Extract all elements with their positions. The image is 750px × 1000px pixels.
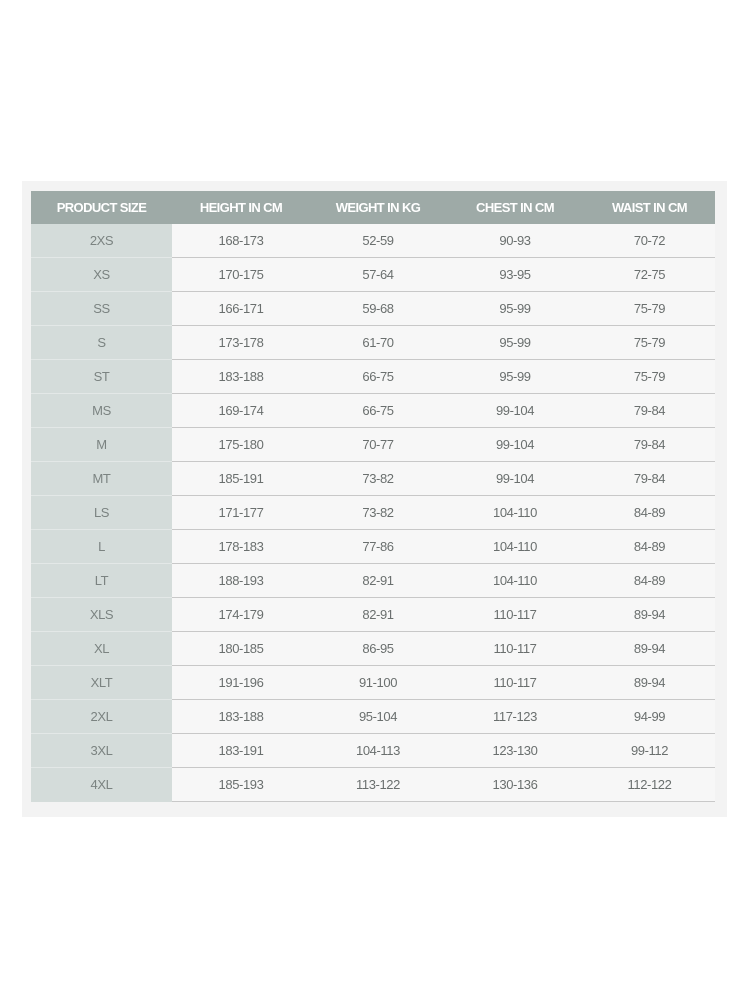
size-cell: XLT — [31, 666, 172, 700]
table-row — [31, 360, 715, 394]
table-row — [31, 462, 715, 496]
header-product-size: PRODUCT SIZE — [31, 191, 172, 224]
waist-cell: 99-112 — [584, 734, 715, 768]
chest-cell: 110-117 — [446, 666, 584, 700]
weight-cell: 73-82 — [310, 496, 446, 530]
table-row — [31, 632, 715, 666]
weight-cell: 57-64 — [310, 258, 446, 292]
chest-cell: 95-99 — [446, 360, 584, 394]
size-cell: 3XL — [31, 734, 172, 768]
waist-cell: 79-84 — [584, 394, 715, 428]
waist-cell: 79-84 — [584, 428, 715, 462]
size-cell: MT — [31, 462, 172, 496]
table-row — [31, 734, 715, 768]
table-row — [31, 768, 715, 802]
waist-cell: 94-99 — [584, 700, 715, 734]
chest-cell: 90-93 — [446, 224, 584, 258]
height-cell: 169-174 — [172, 394, 310, 428]
weight-cell: 52-59 — [310, 224, 446, 258]
height-cell: 183-188 — [172, 700, 310, 734]
table-row — [31, 496, 715, 530]
size-cell: 4XL — [31, 768, 172, 802]
weight-cell: 66-75 — [310, 360, 446, 394]
header-waist: WAIST IN CM — [584, 191, 715, 224]
chest-cell: 130-136 — [446, 768, 584, 802]
weight-cell: 73-82 — [310, 462, 446, 496]
size-cell: XLS — [31, 598, 172, 632]
chest-cell: 99-104 — [446, 428, 584, 462]
chest-cell: 104-110 — [446, 496, 584, 530]
size-cell: ST — [31, 360, 172, 394]
weight-cell: 82-91 — [310, 598, 446, 632]
chest-cell: 93-95 — [446, 258, 584, 292]
waist-cell: 112-122 — [584, 768, 715, 802]
chest-cell: 117-123 — [446, 700, 584, 734]
weight-cell: 61-70 — [310, 326, 446, 360]
table-row — [31, 326, 715, 360]
height-cell: 183-188 — [172, 360, 310, 394]
waist-cell: 75-79 — [584, 292, 715, 326]
height-cell: 168-173 — [172, 224, 310, 258]
table-body — [31, 224, 715, 802]
table-row — [31, 666, 715, 700]
size-cell: MS — [31, 394, 172, 428]
table-row — [31, 700, 715, 734]
height-cell: 180-185 — [172, 632, 310, 666]
table-row — [31, 530, 715, 564]
table-row — [31, 258, 715, 292]
weight-cell: 104-113 — [310, 734, 446, 768]
height-cell: 178-183 — [172, 530, 310, 564]
chest-cell: 99-104 — [446, 462, 584, 496]
weight-cell: 77-86 — [310, 530, 446, 564]
weight-cell: 82-91 — [310, 564, 446, 598]
chest-cell: 110-117 — [446, 598, 584, 632]
weight-cell: 95-104 — [310, 700, 446, 734]
size-cell: LS — [31, 496, 172, 530]
table-row — [31, 292, 715, 326]
waist-cell: 89-94 — [584, 598, 715, 632]
chest-cell: 110-117 — [446, 632, 584, 666]
size-cell: LT — [31, 564, 172, 598]
chest-cell: 99-104 — [446, 394, 584, 428]
chest-cell: 104-110 — [446, 530, 584, 564]
table-row — [31, 598, 715, 632]
height-cell: 171-177 — [172, 496, 310, 530]
chest-cell: 104-110 — [446, 564, 584, 598]
chest-cell: 95-99 — [446, 326, 584, 360]
height-cell: 174-179 — [172, 598, 310, 632]
weight-cell: 91-100 — [310, 666, 446, 700]
weight-cell: 59-68 — [310, 292, 446, 326]
size-cell: S — [31, 326, 172, 360]
waist-cell: 79-84 — [584, 462, 715, 496]
header-height: HEIGHT IN CM — [172, 191, 310, 224]
weight-cell: 70-77 — [310, 428, 446, 462]
table-row — [31, 428, 715, 462]
waist-cell: 75-79 — [584, 326, 715, 360]
height-cell: 185-191 — [172, 462, 310, 496]
size-cell: M — [31, 428, 172, 462]
header-row — [31, 191, 715, 224]
height-cell: 175-180 — [172, 428, 310, 462]
waist-cell: 70-72 — [584, 224, 715, 258]
size-cell: XS — [31, 258, 172, 292]
chest-cell: 123-130 — [446, 734, 584, 768]
waist-cell: 84-89 — [584, 564, 715, 598]
table-row — [31, 564, 715, 598]
waist-cell: 84-89 — [584, 496, 715, 530]
height-cell: 170-175 — [172, 258, 310, 292]
waist-cell: 75-79 — [584, 360, 715, 394]
size-chart-table — [31, 191, 715, 802]
waist-cell: 84-89 — [584, 530, 715, 564]
chest-cell: 95-99 — [446, 292, 584, 326]
waist-cell: 72-75 — [584, 258, 715, 292]
header-chest: CHEST IN CM — [446, 191, 584, 224]
height-cell: 191-196 — [172, 666, 310, 700]
waist-cell: 89-94 — [584, 632, 715, 666]
table-row — [31, 394, 715, 428]
size-cell: L — [31, 530, 172, 564]
table-row — [31, 224, 715, 258]
height-cell: 183-191 — [172, 734, 310, 768]
height-cell: 173-178 — [172, 326, 310, 360]
size-cell: SS — [31, 292, 172, 326]
height-cell: 185-193 — [172, 768, 310, 802]
size-cell: XL — [31, 632, 172, 666]
weight-cell: 66-75 — [310, 394, 446, 428]
size-cell: 2XL — [31, 700, 172, 734]
weight-cell: 113-122 — [310, 768, 446, 802]
size-cell: 2XS — [31, 224, 172, 258]
header-weight: WEIGHT IN KG — [310, 191, 446, 224]
waist-cell: 89-94 — [584, 666, 715, 700]
height-cell: 166-171 — [172, 292, 310, 326]
height-cell: 188-193 — [172, 564, 310, 598]
weight-cell: 86-95 — [310, 632, 446, 666]
